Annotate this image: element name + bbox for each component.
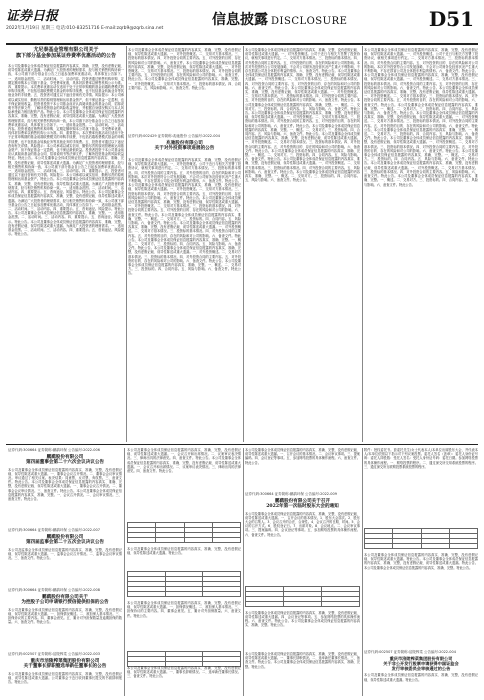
section-divider (6, 444, 478, 445)
article-code-line: 证券代码:002507 证券简称:涪陵榨菜 公告编号:2022-003 (8, 652, 100, 656)
column-divider (124, 448, 125, 696)
article-body-text: 本公司及董事会全体成员保证信息披露的内容真实、准确、完整，没有虚假记载、误导性陈述或重大遗漏。特此公告。 (364, 673, 478, 682)
article-title-line: 鹏鹞股份有限公司 (46, 455, 84, 460)
article-body-text: 本公司及董事会全体成员保证信息披露的内容真实、准确、完整，没有虚假记载、误导性陈述或重大遗漏。四、会议登记等事项。五、参加网络投票的具体操作流程。六、备查文件。特此公告。本公司及董事会全体成员保证信息披露的内容真实、准确、完整。特此公告。 (245, 610, 360, 628)
article-title (364, 657, 478, 671)
article-title (245, 499, 360, 510)
column-divider (243, 46, 244, 442)
article-body-text: 本公司及董事会全体成员保证信息披露的内容真实、准确、完整，没有虚假记载、误导性陈述或重大遗漏。一、对外投资概述。公司于近日与相关方签署了投资协议，就相关事项进行约定。二、交易对方基本情况。三、投资标的基本情况。四、对外投资合同的主要内容。五、对外投资的目的、存在的风险和对公司的影响。本次对外投资符合公司发展战略，不会对公司财务及经营状况产生重大不利影响，不存在损害公司及全体股东利益的情形。六、备查文件。特此公告。本公司及董事会全体成员保证信息披露的内容真实、准确、完整，没有虚假记载、误导性陈述或重大遗漏。一、对外投资概述。二、交易对方基本情况。三、投资标的基本情况。四、对外投资合同的主要内容。五、对外投资的目的、存在的风险和对公司的影响。六、备查文件。特此公告。本公司及董事会全体成员保证信息披露的内容真实、准确、完整，没有虚假记载、误导性陈述或重大遗漏。一、对外投资概述。二、交易对方基本情况。三、投资标的基本情况。四、对外投资合同的主要内容。五、对外投资的目的、存在的风险和对公司的影响。六、备查文件。特此公告。本公司及董事会全体成员保证信息披露的内容真实、准确、完整。一、概述。二、交易对方。三、投资标的。四、合同内容。五、风险与影响。六、备查文件。特此公告。本公司及董事会全体成员保证信息披露的内容真实、准确、完整，没有虚假记载、误导性陈述或重大遗漏。一、对外投资概述。二、交易对方基本情况。三、投资标的基本情况。四、对外投资合同的主要内容。五、对外投资的目的、存在的风险和对公司的影响。六、备查文件。特此公告。本公司及董事会全体成员保证信息披露的内容真实、准确、完整。一、概述。二、交易对方。三、投资标的。四、合同内容。五、风险与影响。六、备查文件。特此公告。本公司及董事会全体成员保证信息披露的内容真实、准确、完整，没有虚假记载、误导性陈述或重大遗漏。一、对外投资概述。二、交易对方基本情况。三、投资标的基本情况。四、对外投资合同的主要内容。五、对外投资的目的、存在的风险和对公司的影响。六、备查文件。特此公告。本公司及董事会全体成员保证信息披露的内容真实、准确、完整。一、概述。二、交易对方。三、投资标的。四、合同内容。五、风险与影响。六、备查文件。特此公告。本公司及董事会全体成员保证信息披露的内容真实、准确、完整，没有虚假记载、误导性陈述或重大遗漏。一、对外投资概述。二、交易对方基本情况。三、投资标的基本情况。四、对外投资合同的主要内容。五、风险和影响。六、备查文件。特此公告。本公司及董事会全体成员保证信息披露的内容真实、准确、完整。一、概述。二、交易对方。三、投资标的。四、合同内容。五、风险与影响。六、备查文件。特此公告。 (245, 48, 360, 183)
article-title (8, 659, 122, 670)
article-board-resolution (8, 448, 122, 526)
article-title-line: 重庆市涪陵榨菜集团股份有限公司 (389, 656, 453, 661)
article-title (128, 141, 241, 152)
article-code-line: 证券代码:002507 证券简称:涪陵榨菜 公告编号:2022-004 (364, 650, 456, 654)
article-body-text: 本公司及董事会全体成员保证信息披露的内容真实、准确、完整，没有虚假记载、误导性陈述或重大遗漏。一、对外投资概述。公司于近日与相关方签署了投资协议，就相关事项进行约定。二、交易对方基本情况。三、投资标的基本情况。四、对外投资合同的主要内容。五、对外投资的目的、存在的风险和对公司的影响。本次对外投资符合公司发展战略，不会对公司财务及经营状况产生重大不利影响，不存在损害公司及全体股东利益的情形。六、备查文件。特此公告。本公司及董事会全体成员保证信息披露的内容真实、准确、完整，没有虚假记载、误导性陈述或重大遗漏。一、对外投资概述。二、交易对方基本情况。三、投资标的基本情况。四、对外投资合同的主要内容。五、对外投资的目的、存在的风险和对公司的影响。六、备查文件。特此公告。本公司及董事会全体成员保证信息披露的内容真实、准确、完整，没有虚假记载、误导性陈述或重大遗漏。一、对外投资概述。二、交易对方基本情况。三、投资标的基本情况。四、对外投资合同的主要内容。五、对外投资的目的、存在的风险和对公司的影响。六、备查文件。特此公告。本公司及董事会全体成员保证信息披露的内容真实、准确、完整。一、概述。二、交易对方。三、投资标的。四、合同内容。五、风险与影响。六、备查文件。特此公告。本公司及董事会全体成员保证信息披露的内容真实、准确、完整，没有虚假记载、误导性陈述或重大遗漏。一、对外投资概述。二、交易对方基本情况。三、投资标的基本情况。四、对外投资合同的主要内容。五、对外投资的目的、存在的风险和对公司的影响。六、备查文件。特此公告。本公司及董事会全体成员保证信息披露的内容真实、准确、完整。一、概述。二、交易对方。三、投资标的。四、合同内容。五、风险与影响。六、备查文件。特此公告。本公司及董事会全体成员保证信息披露的内容真实、准确、完整，没有虚假记载、误导性陈述或重大遗漏。一、对外投资概述。二、交易对方基本情况。三、投资标的基本情况。四、对外投资合同的主要内容。五、对外投资的目的、存在的风险和对公司的影响。六、备查文件。特此公告。本公司及董事会全体成员保证信息披露的内容真实、准确、完整。一、概述。二、交易对方。三、投资标的。四、合同内容。五、风险与影响。六、备查文件。特此公告。 (128, 158, 241, 276)
article-body-text: 本公司及监事会全体成员保证信息披露的内容真实、准确、完整，没有虚假记载、误导性陈述或重大遗漏。一、监事会会议召开情况。二、监事会会议审议情况。三、备查文件。特此公告。 (8, 547, 122, 560)
article-title-line: 关于对外投资事项进展的公告 (154, 146, 215, 152)
article-title-line: 第四届监事会第二十五次会议决议公告 (25, 540, 105, 546)
column-divider (362, 46, 363, 442)
article-chairman-resign (8, 652, 122, 696)
article-title-line: 旗下部分基金参加某证券费率优惠活动的公告 (15, 52, 116, 59)
article-body-text: 本公司及董事会全体成员保证信息披露的内容真实、准确、完整，没有虚假记载、误导性陈述或重大遗漏。一、会议召开和出席情况。二、议案审议表决情况。三、律师出具的法律意见。四、备查文件。特此公告。本公司及董事会全体成员保证信息披露的内容真实、准确、完整，没有虚假记载、误导性陈述或重大遗漏。一、会议召开和出席情况。二、议案审议表决情况。三、律师出具的法律意见。四、备查文件。特此公告。 (127, 448, 241, 474)
data-table (245, 586, 360, 607)
article-title-line: 鹏鹞股份有限公司关于召开 (274, 499, 331, 504)
article-private-placement (364, 650, 478, 691)
article-guarantee-notice (8, 588, 122, 642)
article-title-line: 发行审核委员会审核通过的公告 (391, 665, 451, 671)
article-body-text: 本公司及董事会全体成员保证信息披露的内容真实、准确、完整，没有虚假记载、误导性陈述或重大遗漏。一、对外投资概述。公司于近日与相关方签署了投资协议，就相关事项进行约定。二、交易对方基本情况。三、投资标的基本情况。四、对外投资合同的主要内容。五、对外投资的目的、存在的风险和对公司的影响。本次对外投资符合公司发展战略，不会对公司财务及经营状况产生重大不利影响，不存在损害公司及全体股东利益的情形。六、备查文件。特此公告。本公司及董事会全体成员保证信息披露的内容真实、准确、完整，没有虚假记载、误导性陈述或重大遗漏。一、对外投资概述。二、交易对方基本情况。三、投资标的基本情况。四、对外投资合同的主要内容。五、对外投资的目的、存在的风险和对公司的影响。六、备查文件。特此公告。本公司及董事会全体成员保证信息披露的内容真实、准确、完整，没有虚假记载、误导性陈述或重大遗漏。一、对外投资概述。二、交易对方基本情况。三、投资标的基本情况。四、对外投资合同的主要内容。五、对外投资的目的、存在的风险和对公司的影响。六、备查文件。特此公告。本公司及董事会全体成员保证信息披露的内容真实、准确、完整。一、概述。二、交易对方。三、投资标的。四、合同内容。五、风险与影响。六、备查文件。特此公告。本公司及董事会全体成员保证信息披露的内容真实、准确、完整，没有虚假记载、误导性陈述或重大遗漏。一、对外投资概述。二、交易对方基本情况。三、投资标的基本情况。四、对外投资合同的主要内容。五、对外投资的目的、存在的风险和对公司的影响。六、备查文件。特此公告。本公司及董事会全体成员保证信息披露的内容真实、准确、完整。一、概述。二、交易对方。三、投资标的。四、合同内容。五、风险与影响。六、备查文件。特此公告。本公司及董事会全体成员保证信息披露的内容真实、准确、完整，没有虚假记载、误导性陈述或重大遗漏。一、对外投资概述。二、交易对方基本情况。三、投资标的基本情况。四、对外投资合同的主要内容。五、对外投资的目的、存在的风险和对公司的影响。六、备查文件。特此公告。本公司及董事会全体成员保证信息披露的内容真实、准确、完整。一、概述。二、交易对方。三、投资标的。四、合同内容。五、风险与影响。六、备查文件。特此公告。本公司及董事会全体成员保证信息披露的内容真实、准确、完整，没有虚假记载、误导性陈述或重大遗漏。一、对外投资概述。二、交易对方基本情况。三、投资标的基本情况。四、对外投资合同的主要内容。五、风险和影响。六、备查文件。特此公告。本公司及董事会全体成员保证信息披露的内容真实、准确、完整。一、概述。二、交易对方。三、投资标的。四、合同内容。五、风险与影响。六、备查文件。特此公告。 (364, 48, 478, 187)
article-title-line: 重庆市涪陵榨菜集团股份有限公司 (30, 659, 100, 664)
article-title-line: 兆驰股份有限公司 (166, 141, 203, 146)
article-title-line: 鹏鹞股份有限公司关于 (42, 595, 88, 600)
article-agm-notice (245, 448, 360, 667)
newspaper-logo: 证券日报 (6, 9, 59, 24)
column-divider (362, 448, 363, 696)
article-title-line: 尤尼泰基金管理有限公司关于 (33, 47, 99, 53)
data-table (364, 528, 478, 549)
article-code-line: 证券代码:300664 证券简称:鹏鹞环保 公告编号:2022-009 (245, 492, 337, 496)
article-code-line: 证券代码:300664 证券简称:鹏鹞环保 公告编号:2022-008 (8, 588, 100, 592)
article-title-line: 关于董事长辞职暨选举新任董事长的公告 (23, 664, 107, 670)
article-title-line: 2022年第一次临时股东大会的通知 (266, 504, 339, 510)
data-table (127, 522, 241, 543)
column-divider (243, 448, 244, 696)
newspaper-header (6, 3, 478, 45)
article-title-line: 为控股子公司申请银行授信提供担保的公告 (21, 600, 109, 606)
article-supervisory-resolution (8, 528, 122, 574)
article-body-text: 本公司及董事会全体成员保证信息披露的内容真实、准确、完整，没有虚假记载、误导性陈述或重大遗漏。一、董事长辞职情况。二、选举新任董事长情况。三、备查文件。特此公告。本公司及董事会全体成员保证信息披露的内容真实、准确、完整。特此公告。 (245, 652, 360, 669)
article-title (8, 48, 124, 60)
article-body-text: 本公司及董事会全体成员保证信息披露的内容真实、准确、完整，没有虚假记载、误导性陈述或重大遗漏。一、对外投资概述。二、交易对方基本情况。三、投资标的基本情况。四、对外投资合同的主要内容。五、对外投资的目的、存在的风险和对公司的影响。六、备查文件。本公司及董事会全体成员保证信息披露的内容真实、准确、完整，没有虚假记载、误导性陈述或重大遗漏。一、对外投资概述。二、交易对方基本情况。三、投资标的基本情况。四、对外投资合同的主要内容。五、对外投资的目的、存在的风险和对公司的影响。六、备查文件。特此公告。本公司及董事会全体成员保证信息披露的内容真实、准确、完整。一、对外投资概述。二、交易对方基本情况。三、投资标的基本情况。四、合同主要内容。五、风险和影响。六、备查文件。特此公告。 (128, 48, 241, 90)
article-title (8, 595, 122, 606)
data-table (127, 571, 241, 597)
article-body-text: 本公司及董事会全体成员保证信息披露的内容真实、准确、完整，没有虚假记载、误导性陈述或重大遗漏。一、董事长辞职情况。二、选举新任董事长情况。三、备查文件。特此公告。 (127, 666, 241, 679)
article-fund-notice (8, 48, 124, 60)
section-title: 信息披露 (212, 12, 268, 28)
article-investment-progress (128, 134, 241, 152)
article-body-text: 附件：授权委托书。兹委托先生/女士代表本人/本单位出席股东大会，并代表本人/本单位依照以下指示对下列议案投票。委托人签名（盖章）：委托人身份证号码：委托人持股数：受托人签名：受托人身份证号码：委托日期。参加网络投票的具体操作流程。一、网络投票的程序。二、通过深交所交易系统投票的程序。三、通过深交所互联网投票系统投票的程序。 (364, 448, 478, 469)
column-divider (126, 46, 127, 442)
page-number: D51 (428, 7, 474, 31)
article-body-text: 本公司及董事会全体成员保证信息披露的内容真实、准确、完整，没有虚假记载、误导性陈述或重大遗漏。一、担保情况概述。二、被担保人基本情况。三、担保协议的主要内容。四、董事会意见。五、累计对外担保数量及逾期担保的数量。六、备查文件。特此公告。 (8, 607, 122, 625)
section-masthead (212, 9, 347, 29)
article-body-text: 本公司及董事会全体成员保证信息披露的内容真实、准确、完整，没有虚假记载、误导性陈述或重大遗漏。为满足广大投资者的理财需求，经与相关销售机构协商一致，本公司旗下部分基金自公告之日起参加费率优惠活动，具体事宜公告如下。一、适用基金范围。二、活动时间。三、活动内容。投资者通过销售机构申购、定期定额申购本公司旗下基金，享受费率优惠，具体折扣费率以销售机构公示为准。四、重要提示。本次费率优惠活动仅适用于处于正常申购期的基金前端收费模式的申购手续费，不包括后端收费模式基金的申购手续费，也不包括基金转换业务等其他业务的手续费。五、投资者可通过以下途径咨询有关详情。风险提示：本公司承诺以诚实信用、勤勉尽责的原则管理和运用基金资产，但不保证基金一定盈利，也不保证最低收益。投资者投资于本公司基金前应认真阅读基金的基金合同、招募说明书等法律文件，了解所投资基金的风险收益特征，并根据自身情况购买与本人风险承受能力相匹配的产品。特此公告。本公司及董事会全体成员保证信息披露的内容真实、准确、完整，没有虚假记载、误导性陈述或重大遗漏。为满足广大投资者的理财需求，经与相关销售机构协商一致，本公司旗下部分基金自公告之日起参加费率优惠活动，具体事宜公告如下。一、适用基金范围。二、活动时间。三、活动内容。投资者通过销售机构申购、定期定额申购本公司旗下基金，享受费率优惠，具体折扣费率以销售机构公示为准。四、重要提示。本次费率优惠活动仅适用于处于正常申购期的基金前端收费模式的申购手续费，不包括后端收费模式基金的申购手续费，也不包括基金转换业务等其他业务的手续费。五、投资者可通过以下途径咨询有关详情。风险提示：本公司承诺以诚实信用、勤勉尽责的原则管理和运用基金资产，但不保证基金一定盈利，也不保证最低收益。投资者投资于本公司基金前应认真阅读基金的基金合同、招募说明书等法律文件，了解所投资基金的风险收益特征。特此公告。本公司及董事会全体成员保证信息披露的内容真实、准确、完整，没有虚假记载、误导性陈述或重大遗漏。为满足广大投资者的理财需求，经与相关销售机构协商一致，本公司旗下部分基金自公告之日起参加费率优惠活动。一、适用基金范围。二、活动时间。三、活动内容。四、重要提示。五、投资者可通过以下途径咨询有关详情。风险提示：本公司承诺以诚实信用、勤勉尽责的原则管理和运用基金资产。特此公告。本公司及董事会全体成员保证信息披露的内容真实、准确、完整，没有虚假记载、误导性陈述或重大遗漏。为满足广大投资者的理财需求，经与相关销售机构协商一致。一、适用基金范围。二、活动时间。三、活动内容。四、重要提示。五、咨询途径。风险提示。特此公告。本公司及董事会全体成员保证信息披露的内容真实、准确、完整，没有虚假记载、误导性陈述或重大遗漏。为满足广大投资者的理财需求，经与相关销售机构协商一致，本公司旗下部分基金自公告之日起参加费率优惠活动，具体事宜公告如下。一、适用基金范围。二、活动时间。三、活动内容。四、重要提示。五、咨询途径。风险提示。特此公告。本公司及董事会全体成员保证信息披露的内容真实、准确、完整。一、适用基金范围。二、活动时间。三、活动内容。四、重要提示。五、咨询途径。风险提示。特此公告。本公司及董事会全体成员保证信息披露的内容真实、准确、完整，没有虚假记载、误导性陈述或重大遗漏。为满足广大投资者的理财需求。一、适用基金范围。二、活动时间。三、活动内容。四、重要提示。五、咨询途径。风险提示。特此公告。 (8, 64, 124, 237)
article-title (8, 535, 122, 546)
article-body-text: 本公司及董事会全体成员保证信息披露的内容真实、准确、完整，没有虚假记载、误导性陈述或重大遗漏。特此公告。本公司及董事会全体成员保证信息披露的内容真实、准确、完整，没有虚假记载、误导性陈述或重大遗漏。特此公告。本公司及董事会全体成员保证信息披露的内容真实、准确、完整。特此公告。 (364, 553, 478, 570)
article-title-line: 第四届董事会第二十六次会议决议公告 (25, 460, 105, 466)
article-title-line: 关于非公开发行股票申请获得中国证监会 (383, 660, 459, 666)
article-body-text: 本公司及董事会全体成员保证信息披露的内容真实、准确、完整，没有虚假记载、误导性陈述或重大遗漏。一、董事会会议召开情况。二、董事会会议审议情况。审议通过了相关议案。表决结果：同意票，反对票，弃权票。三、备查文件。特此公告。本公司及董事会全体成员保证信息披露的内容真实、准确、完整，没有虚假记载、误导性陈述或重大遗漏。一、董事会会议召开情况。二、董事会会议审议情况。三、备查文件。特此公告。本公司及董事会全体成员保证信息披露的内容真实、准确、完整。一、会议召开情况。二、会议审议情况。三、备查文件。特此公告。 (8, 467, 122, 501)
article-proxy-form (364, 448, 478, 623)
article-title-line: 鹏鹞股份有限公司 (46, 535, 84, 540)
article-body-text: 本公司及董事会全体成员保证信息披露的内容真实、准确、完整，没有虚假记载、误导性陈述或重大遗漏。一、召开会议的基本情况。1、股东大会届次。2、股东大会的召集人。3、会议召开的合法、合规性。4、会议召开的日期、时间。5、会议的召开方式。6、股权登记日。7、出席对象。8、会议地点。二、会议审议事项。三、提案编码。四、会议登记等事项。五、参加网络投票的具体操作流程。六、备查文件。特此公告。 (245, 511, 360, 537)
article-body-text: 本公司及董事会全体成员保证信息披露的内容真实、准确、完整，没有虚假记载、误导性陈述或重大遗漏。一、召开会议的基本情况。二、会议审议事项。三、提案编码。四、会议登记等事项。五、参加网络投票的具体操作流程。六、备查文件。特此公告。 (245, 448, 360, 465)
article-code-line: 证券代码:300664 证券简称:鹏鹞环保 公告编号:2022-006 (8, 448, 100, 452)
article-body-text: 本公司及董事会全体成员保证信息披露的内容真实、准确、完整，没有虚假记载、误导性陈述或重大遗漏。特此公告。 (127, 547, 241, 556)
article-tables-block (127, 448, 241, 667)
data-table (127, 651, 241, 667)
issue-meta: 2022年1月19日 星期三 电话:010-83251716 E-mail:zqrb9@zqrb.sina.net (6, 26, 164, 31)
article-code-line: 证券代码:300664 证券简称:鹏鹞环保 公告编号:2022-007 (8, 528, 100, 532)
section-title-en: DISCLOSURE (271, 16, 348, 27)
article-body-text: 本公司及董事会全体成员保证信息披露的内容真实、准确、完整，没有虚假记载、误导性陈述或重大遗漏。一、担保情况概述。二、被担保人基本情况。三、担保协议的主要内容。四、董事会意见。五、累计对外担保数量。六、备查文件。特此公告。 (127, 601, 241, 618)
article-body-text: 本公司及董事会全体成员保证信息披露的内容真实、准确、完整，没有虚假记载、误导性陈述或重大遗漏。公司董事会于近日收到董事长提交的书面辞职报告。特此公告。 (8, 671, 122, 684)
article-code-line: 证券代码:002429 证券简称:兆驰股份 公告编号:2022-004 (128, 134, 220, 138)
article-title (8, 455, 122, 466)
